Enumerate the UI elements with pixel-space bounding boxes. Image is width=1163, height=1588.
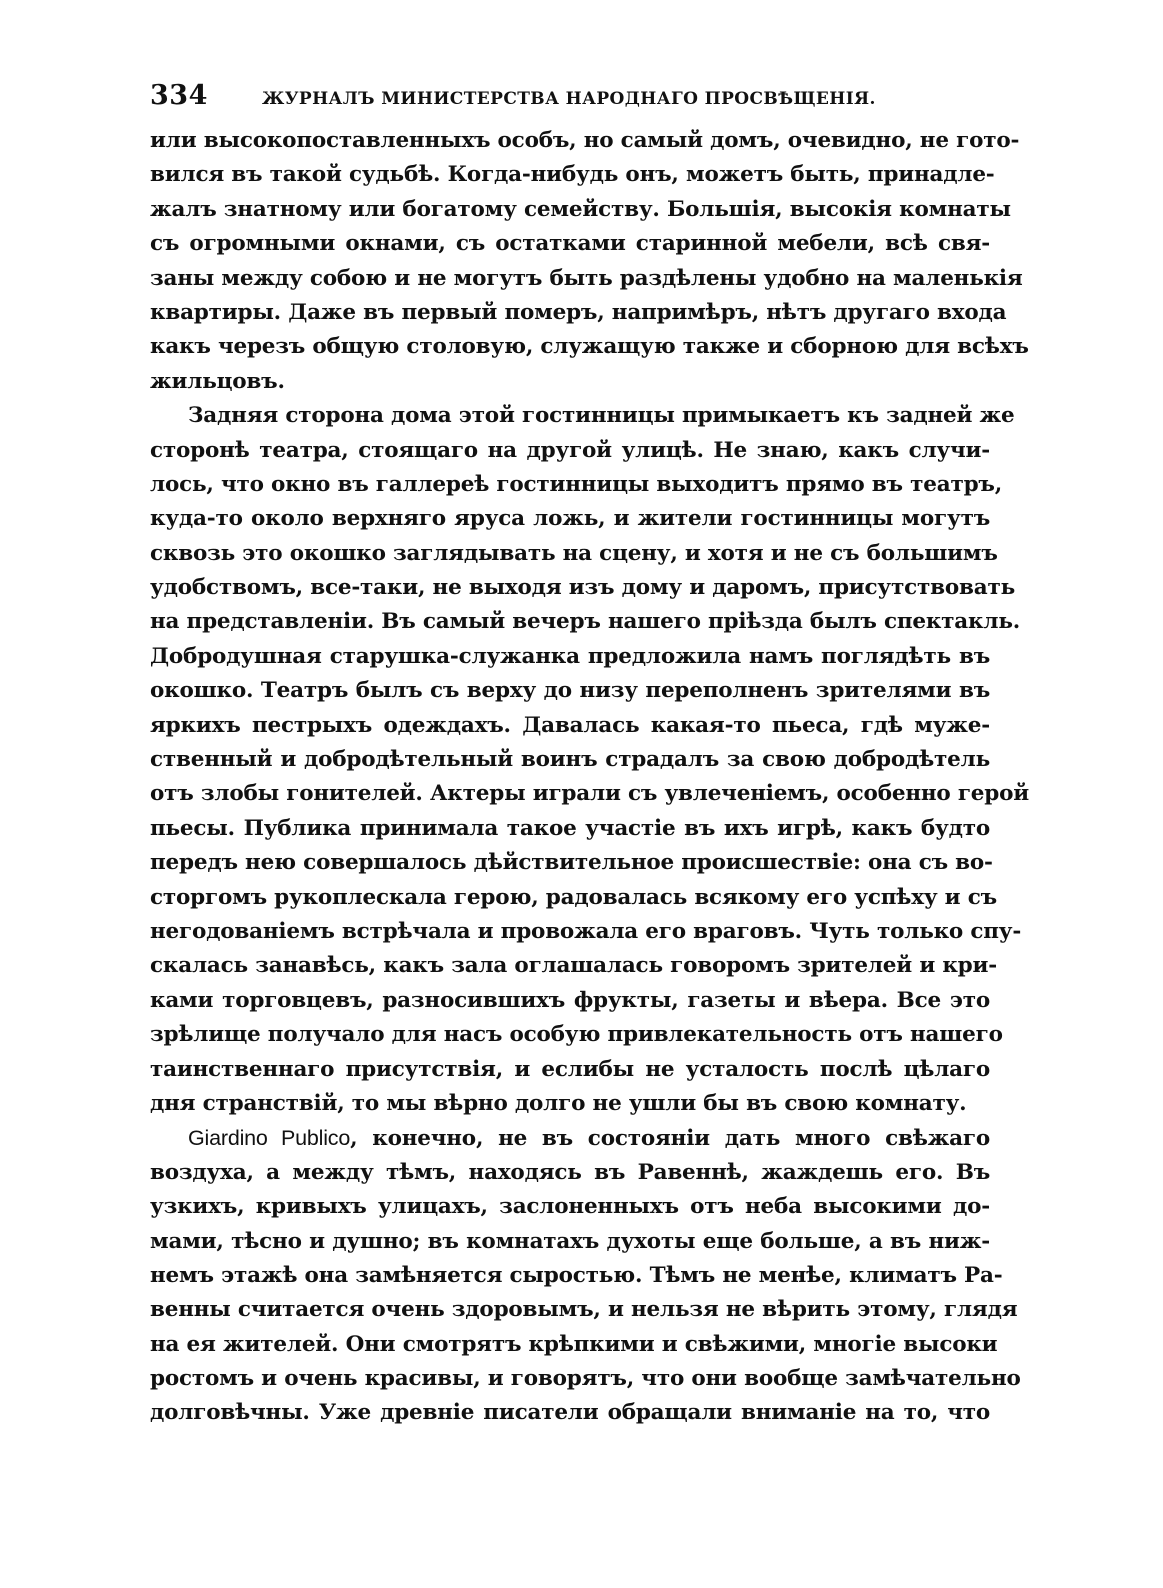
text-line: мами, тѣсно и душно; въ комнатахъ духоты еще больше, а въ ниж- (150, 1228, 990, 1254)
text-line-rest: , конечно, не въ состояніи дать много свѣжаго (350, 1126, 990, 1152)
text-line: дня странствій, то мы вѣрно долго не ушли бы въ свою комнату. (150, 1090, 967, 1116)
text-line: воздуха, а между тѣмъ, находясь въ Равеннѣ, жаждешь его. Въ (150, 1159, 990, 1185)
text-line: долговѣчны. Уже древніе писатели обращали вниманіе на то, что (150, 1400, 990, 1426)
giardino-publico-phrase: Giardino Publico (188, 1126, 351, 1151)
text-line: Задняя сторона дома этой гостинницы примыкаетъ къ задней же (188, 403, 1015, 429)
text-line: ственный и добродѣтельный воинъ страдалъ за свою добродѣтель (150, 747, 990, 773)
text-line (150, 1121, 990, 1155)
page-number: 334 (150, 80, 208, 111)
text-line: съ огромными окнами, съ остатками старинной мебели, всѣ свя- (150, 231, 990, 257)
text-line: жильцовъ. (150, 368, 285, 394)
text-line: ростомъ и очень красивы, и говорятъ, что они вообще замѣчательно (150, 1366, 1021, 1392)
text-line: куда-то около верхняго яруса ложь, и жители гостинницы могутъ (150, 506, 990, 532)
text-line: или высокопоставленныхъ особъ, но самый домъ, очевидно, не гото- (150, 128, 1020, 153)
text-line: сторонѣ театра, стоящаго на другой улицѣ. Не знаю, какъ случи- (150, 437, 990, 463)
page-header (150, 80, 990, 124)
text-line: на представленіи. Въ самый вечеръ нашего пріѣзда былъ спектакль. (150, 609, 1021, 635)
paragraph-2 (150, 399, 1029, 1121)
text-line: заны между собою и не могутъ быть раздѣлены удобно на маленькія (150, 265, 1023, 291)
text-line: зрѣлище получало для насъ особую привлекательность отъ нашего (150, 1022, 1003, 1048)
text-line: удобствомъ, все-таки, не выходя изъ дому и даромъ, присутствовать (150, 575, 1015, 601)
text-line: таинственнаго присутствія, и еслибы не усталость послѣ цѣлаго (150, 1056, 990, 1082)
text-line: вился въ такой судьбѣ. Когда-нибудь онъ, можетъ быть, принадле- (150, 162, 995, 188)
paragraph-3 (150, 1121, 1021, 1431)
text-line: пьесы. Публика принимала такое участіе въ ихъ игрѣ, какъ будто (150, 815, 990, 841)
text-line: квартиры. Даже въ первый померъ, напримѣръ, нѣтъ другаго входа (150, 299, 1007, 325)
text-line: сквозь это окошко заглядывать на сцену, и хотя и не съ большимъ (150, 540, 998, 566)
text-line: какъ черезъ общую столовую, служащую также и сборною для всѣхъ (150, 334, 1029, 360)
text-line: Добродушная старушка-служанка предложила намъ поглядѣть въ (150, 643, 990, 669)
text-line: окошко. Театръ былъ съ верху до низу переполненъ зрителями въ (150, 678, 990, 704)
text-line: жалъ знатному или богатому семейству. Большія, высокія комнаты (150, 196, 1011, 222)
text-line: отъ злобы гонителей. Актеры играли съ увлеченіемъ, особенно герой (150, 781, 1029, 807)
running-title: ЖУРНАЛЪ МИНИСТЕРСТВА НАРОДНАГО ПРОСВѢЩЕНІЯ. (262, 89, 876, 109)
text-line: венны считается очень здоровымъ, и нельзя не вѣрить этому, глядя (150, 1297, 1018, 1323)
text-line: передъ нею совершалось дѣйствительное происшествіе: она съ во- (150, 850, 993, 876)
text-line: узкихъ, кривыхъ улицахъ, заслоненныхъ отъ неба высокими до- (150, 1194, 990, 1220)
text-line: яркихъ пестрыхъ одеждахъ. Давалась какая-то пьеса, гдѣ муже- (150, 712, 990, 738)
text-line: немъ этажѣ она замѣняется сыростью. Тѣмъ не менѣе, климатъ Ра- (150, 1262, 1003, 1288)
text-line: сторгомъ рукоплескала герою, радовалась всякому его успѣху и съ (150, 884, 997, 910)
text-line: негодованіемъ встрѣчала и провожала его враговъ. Чуть только спу- (150, 918, 1022, 944)
text-line: лось, что окно въ галлереѣ гостинницы выходитъ прямо въ театръ, (150, 471, 1002, 497)
paragraph-1 (150, 124, 1029, 399)
text-line: ками торговцевъ, разносившихъ фрукты, газеты и вѣера. Все это (150, 987, 990, 1013)
text-line: на ея жителей. Они смотрятъ крѣпкими и свѣжими, многіе высоки (150, 1331, 998, 1357)
book-page (150, 80, 1029, 1431)
text-line: скалась занавѣсь, какъ зала оглашалась говоромъ зрителей и кри- (150, 953, 997, 979)
